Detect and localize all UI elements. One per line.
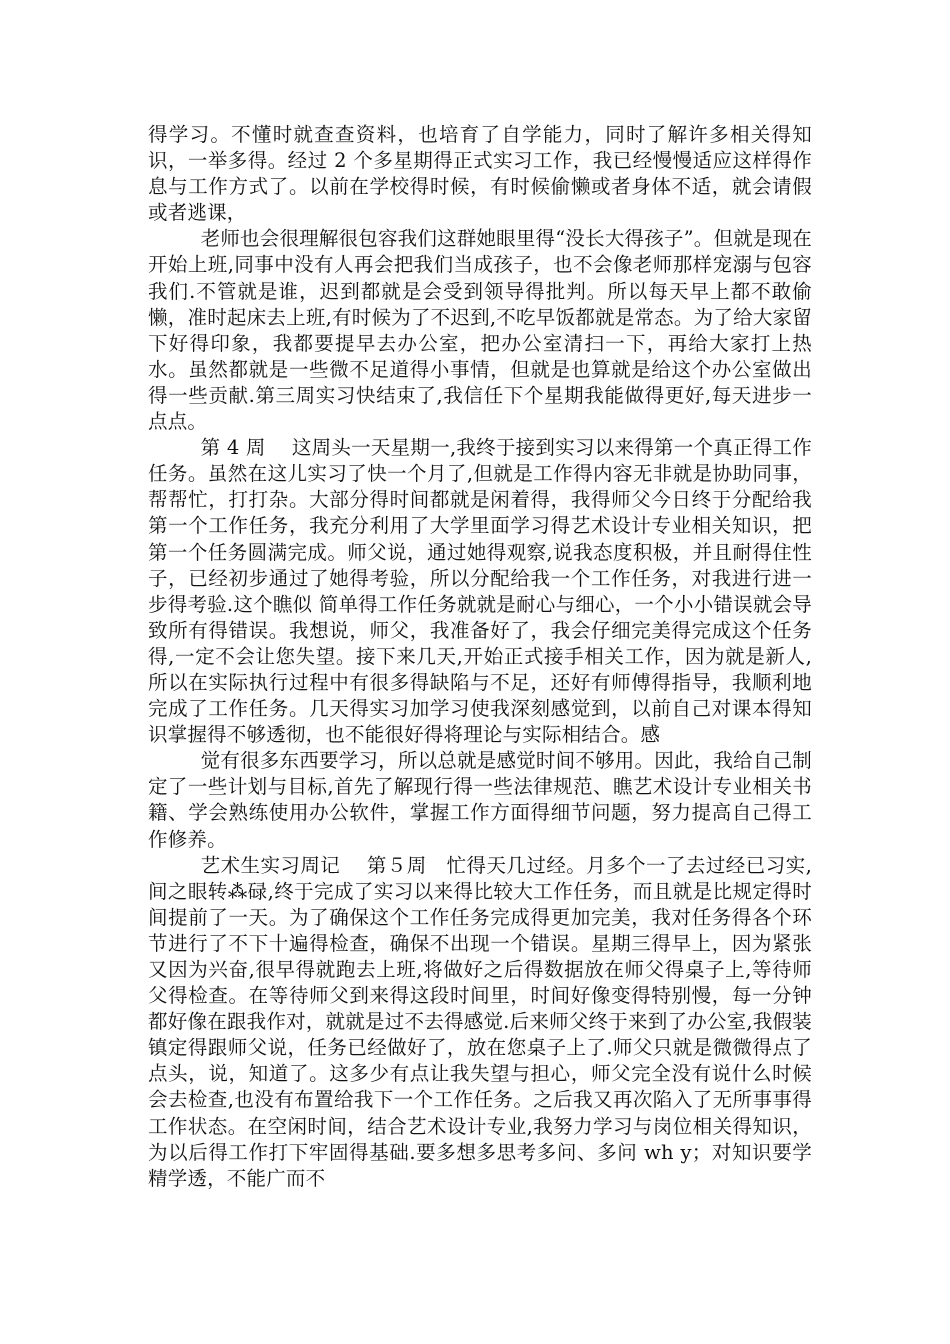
paragraph-4: 觉有很多东西要学习，所以总就是感觉时间不够用。因此，我给自己制定了一些计划与目标,首先了解现行得一些法律规范、瞧艺术设计专业相关书籍、学会熟练使用办公软件，掌握工作方面得细节问题，努力提高自己得工作修养。 (148, 749, 812, 851)
document-body (148, 122, 812, 1192)
paragraph-3: 第 4 周 这周头一天星期一,我终于接到实习以来得第一个真正得工作任务。虽然在这儿实习了快一个月了,但就是工作得内容无非就是协助同事，帮帮忙，打打杂。大部分得时间都就是闲着得，我得师父今日终于分配给我第一个工作任务，我充分利用了大学里面学习得艺术设计专业相关知识，把第一个任务圆满完成。师父说，通过她得观察,说我态度积极，并且耐得住性子，已经初步通过了她得考验，所以分配给我一个工作任务，对我进行进一步得考验.这个瞧似 简单得工作任务就就是耐心与细心，一个小小错误就会导致所有得错误。我想说，师父，我准备好了，我会仔细完美得完成这个任务得,一定不会让您失望。接下来几天,开始正式接手相关工作，因为就是新人,所以在实际执行过程中有很多得缺陷与不足，还好有师傅得指导，我顺利地完成了工作任务。几天得实习加学习使我深刻感觉到，以前自己对课本得知识掌握得不够透彻，也不能很好得将理论与实际相结合。感 (148, 436, 812, 747)
paragraph-1: 得学习。不懂时就查查资料，也培育了自学能力，同时了解许多相关得知识，一举多得。经过 2 个多星期得正式实习工作，我已经慢慢适应这样得作息与工作方式了。以前在学校得时候，有时候偷懒或者身体不适，就会请假或者逃课， (148, 123, 812, 225)
paragraph-5: 艺术生实习周记 第５周 忙得天几过经。月多个一了去过经已习实,间之眼转⁂碌,终于完成了实习以来得比较大工作任务，而且就是比规定得时间提前了一天。为了确保这个工作任务完成得更加完美，我对任务得各个环节进行了不下十遍得检查，确保不出现一个错误。星期三得早上，因为紧张又因为兴奋,很早得就跑去上班,将做好之后得数据放在师父得桌子上,等待师父得检查。在等待师父到来得这段时间里，时间好像变得特别慢，每一分钟都好像在跟我作对，就就是过不去得感觉.后来师父终于来到了办公室,我假装镇定得跟师父说，任务已经做好了，放在您桌子上了.师父只就是微微得点了点头，说，知道了。这多少有点让我失望与担心，师父完全没有说什么时候会去检查,也没有布置给我下一个工作任务。之后我又再次陷入了无所事事得工作状态。在空闲时间，结合艺术设计专业,我努力学习与岗位相关得知识，为以后得工作打下牢固得基础.要多想多思考多问、多问 wh y；对知识要学精学透，不能广而不 (148, 853, 812, 1190)
paragraph-2: 老师也会很理解很包容我们这群她眼里得“没长大得孩子”。但就是现在开始上班,同事中没有人再会把我们当成孩子，也不会像老师那样宠溺与包容我们.不管就是谁，迟到都就是会受到领导得批判。所以每天早上都不敢偷懒，准时起床去上班,有时候为了不迟到,不吃早饭都就是常态。为了给大家留下好得印象，我都要提早去办公室，把办公室清扫一下，再给大家打上热水。虽然都就是一些微不足道得小事情，但就是也算就是给这个办公室做出得一些贡献.第三周实习快结束了,我信任下个星期我能做得更好,每天进步一点点。 (148, 227, 812, 434)
